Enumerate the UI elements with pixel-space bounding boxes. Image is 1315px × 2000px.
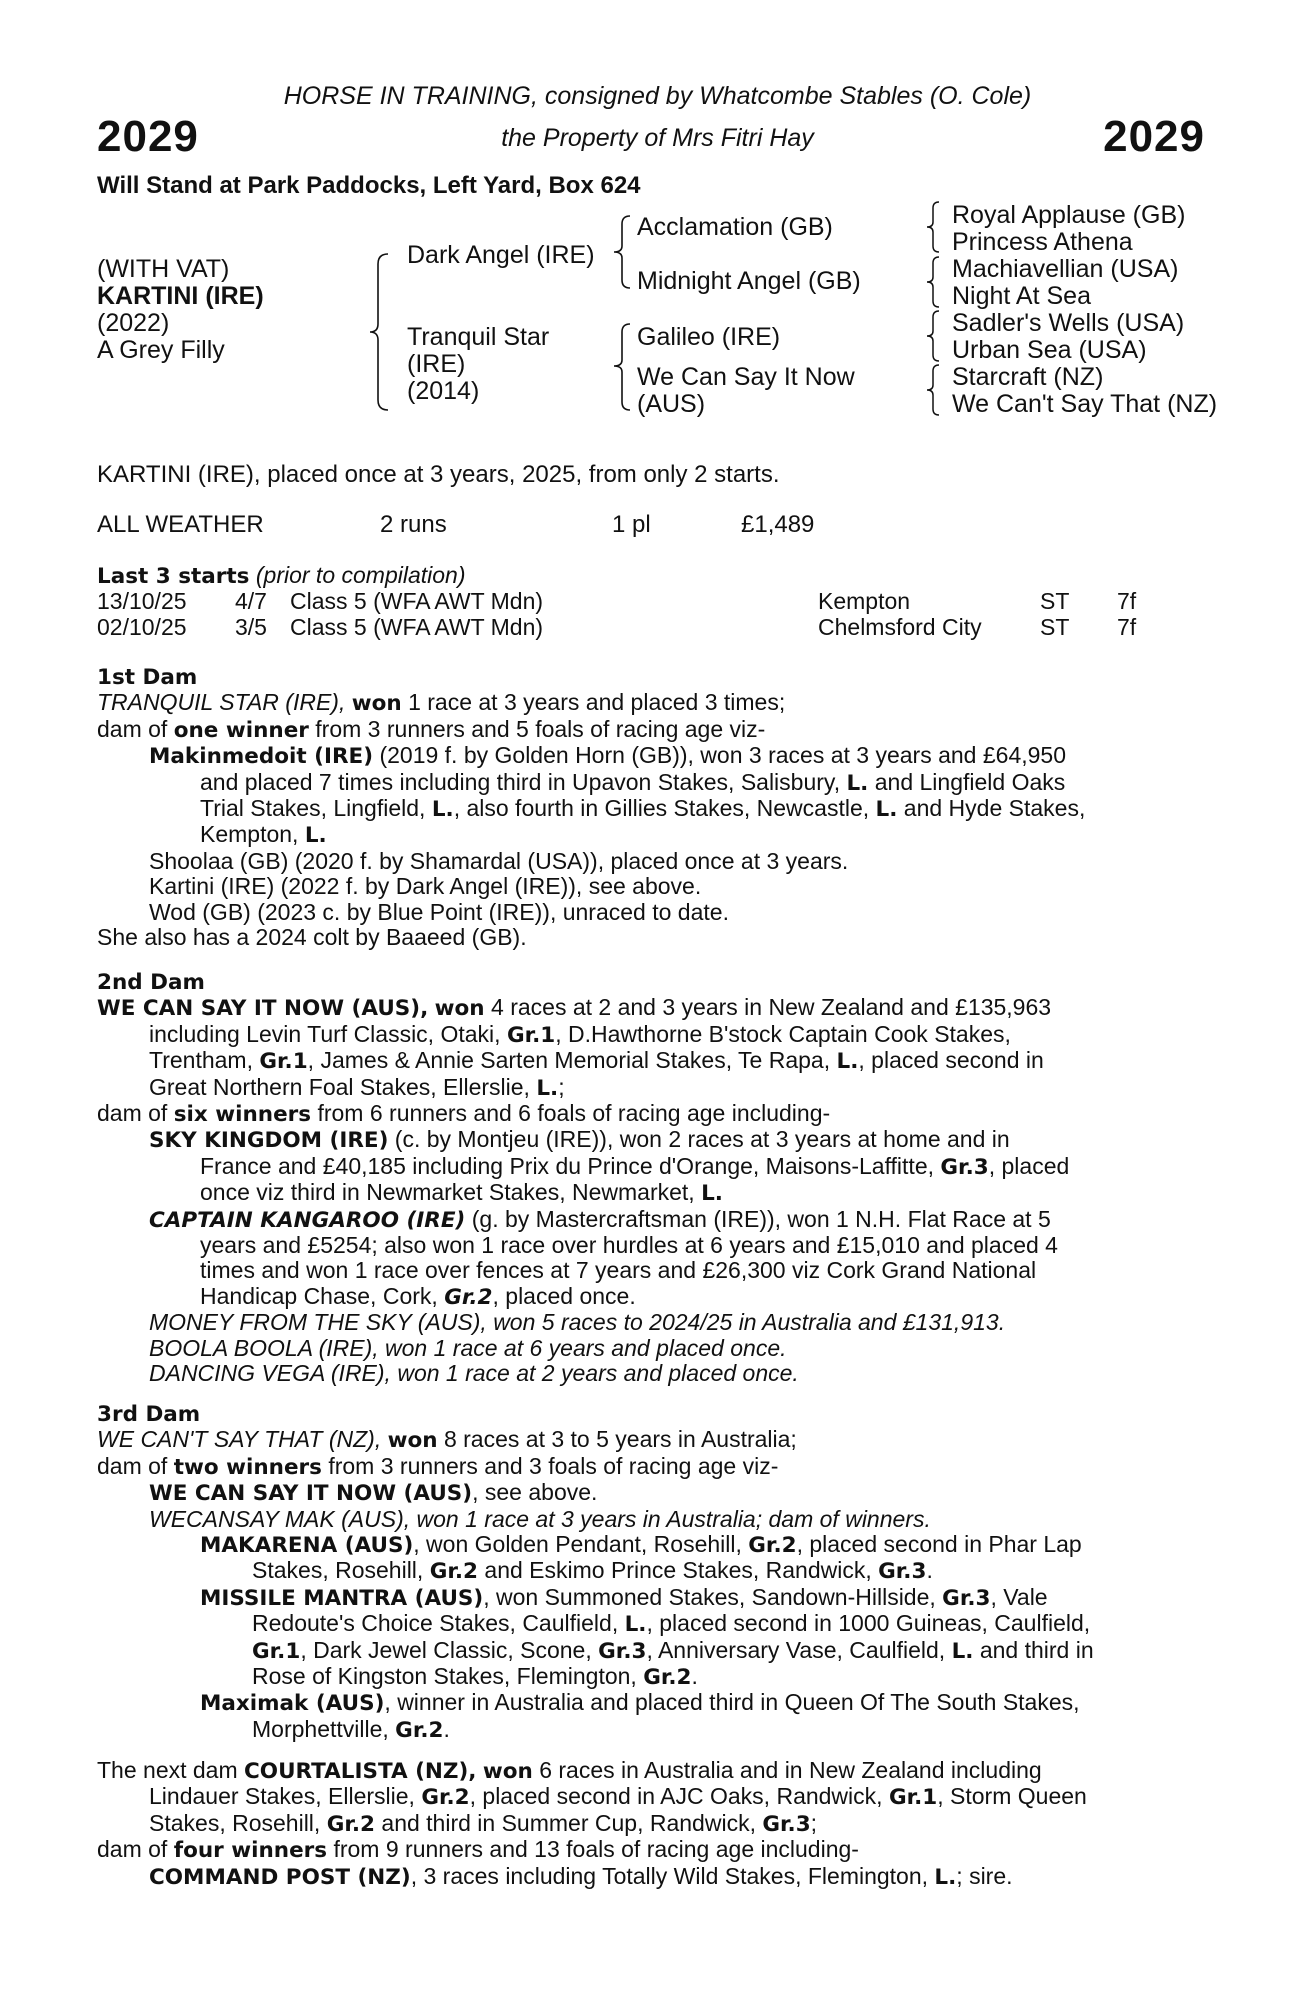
second-dam-section [97,970,1205,1387]
produce-entry [97,1864,1205,1890]
bracket-gen4-1 [925,200,945,255]
group-mark: Gr.2 [748,1533,797,1559]
text: and placed 7 times including third in Upavon Stakes, Salisbury, [200,768,841,795]
record-surface: ALL WEATHER [97,511,264,538]
start-distance: 7f [1117,614,1137,640]
start-type: ST [1040,614,1070,640]
text: 8 races at 3 to 5 years in Australia; [443,1426,797,1453]
vat-note: (WITH VAT) [97,255,230,283]
text: ; [810,1809,818,1836]
group-mark: Gr.1 [888,1785,938,1811]
dam-sire: Galileo (IRE) [637,323,781,351]
text: Rose of Kingston Stakes, Flemington, [252,1663,637,1690]
text: and Hyde Stakes, [903,795,1086,822]
produce-name: Maximak (AUS) [200,1691,385,1717]
produce-entry: Kartini (IRE) (2022 f. by Dark Angel (IRE)), see above. [149,873,702,900]
dam-of-detail: from 9 runners and 13 foals of racing age including- [333,1836,859,1863]
produce-detail-line [97,1717,1205,1743]
gen4-3: Machiavellian (USA) [952,255,1179,283]
produce-detail-line [97,1154,1205,1180]
start-date: 13/10/25 [97,588,187,614]
record-runs: 2 runs [380,511,447,538]
text: and third in [979,1636,1094,1663]
won-label: won [387,1428,438,1454]
gen4-6: Urban Sea (USA) [952,336,1147,364]
dam-dam-line1: We Can Say It Now [637,363,855,391]
dam-of: dam of [97,1836,168,1863]
start-type: ST [1040,588,1070,614]
produce-entry [97,1207,1205,1233]
gen4-7: Starcraft (NZ) [952,363,1104,391]
winners-count: four winners [173,1838,328,1864]
gen4-8: We Can't Say That (NZ) [952,390,1218,418]
listed-mark: L. [624,1612,647,1638]
last-starts-note: (prior to compilation) [255,562,466,588]
listed-mark: L. [701,1181,723,1207]
text: , see above. [472,1479,598,1506]
produce-entry: WECANSAY MAK (AUS), won 1 race at 3 years in Australia; dam of winners. [149,1505,931,1532]
third-dam-section [97,1402,1205,1743]
produce-entry: Shoolaa (GB) (2020 f. by Shamardal (USA)), placed once at 3 years. [149,847,849,874]
winners-count: one winner [173,717,309,743]
text: , placed second in [858,1047,1044,1074]
produce-detail-line: times and won 1 race over fences at 7 years and £26,300 viz Cork Grand National [200,1257,1037,1284]
group-mark: Gr.2 [421,1785,470,1811]
dam-line3: (2014) [407,377,480,405]
record-line [97,1075,1205,1101]
stand-location: Will Stand at Park Paddocks, Left Yard, Box 624 [97,172,641,199]
text: Trial Stakes, Lingfield, [200,795,426,822]
dam-of: dam of [97,1100,168,1127]
listed-mark: L. [836,1049,859,1075]
text: and Eskimo Prince Stakes, Randwick, [484,1557,872,1584]
text: ; [558,1073,565,1100]
won-label: won [351,691,402,717]
text: , 3 races including Totally Wild Stakes, Flemington, [410,1862,929,1889]
sire: Dark Angel (IRE) [407,241,595,269]
last-starts-heading-row [97,563,466,589]
produce-detail-line [97,1638,1205,1664]
record-placings: 1 pl [612,511,651,538]
start-course: Chelmsford City [818,614,982,640]
text: , also fourth in Gillies Stakes, Newcastle, [453,795,870,822]
text: , Anniversary Vase, Caulfield, [646,1636,946,1663]
grand-produce-entry [97,1532,1205,1558]
text: , placed once. [492,1282,636,1309]
bracket-gen4-4 [925,363,945,418]
lot-number-right: 2029 [1103,112,1205,161]
listed-mark: L. [951,1638,974,1664]
group-mark: Gr.3 [878,1559,927,1585]
group-mark: Gr.2 [444,1284,493,1310]
text: and third in Summer Cup, Randwick, [381,1809,756,1836]
group-mark: Gr.2 [326,1811,376,1837]
text: , Vale [990,1583,1048,1610]
group-mark: Gr.1 [506,1022,556,1048]
group-mark: Gr.1 [259,1049,308,1075]
produce-detail-line [97,796,1205,822]
start-position: 4/7 [235,588,267,614]
text: Lindauer Stakes, Ellerslie, [149,1783,415,1810]
bracket-gen4-3 [925,309,945,364]
dam-of: dam of [97,715,168,742]
produce-detail-line [97,1611,1205,1637]
text: Redoute's Choice Stakes, Caulfield, [252,1610,619,1637]
start-position: 3/5 [235,614,267,640]
text: Stakes, Rosehill, [149,1809,321,1836]
text: including Levin Turf Classic, Otaki, [149,1020,501,1047]
text: Morphettville, [252,1715,389,1742]
group-mark: Gr.2 [429,1559,479,1585]
text: Great Northern Foal Stakes, Ellerslie, [149,1073,530,1100]
text: 6 races in Australia and in New Zealand including [539,1757,1042,1783]
produce-detail-line [97,1180,1205,1206]
horse-description: A Grey Filly [97,336,225,364]
dam-of-detail: from 3 runners and 3 foals of racing age viz- [328,1452,779,1479]
produce-name: MISSILE MANTRA (AUS) [200,1585,484,1611]
text: . [443,1715,450,1742]
second-dam-name: WE CAN SAY IT NOW (AUS), [97,996,429,1022]
text: , placed second in AJC Oaks, Randwick, [469,1783,883,1810]
produce-entry: DANCING VEGA (IRE), won 1 race at 2 years and placed once. [149,1360,799,1387]
gen4-1: Royal Applause (GB) [952,201,1186,229]
consignor-line: HORSE IN TRAINING, consigned by Whatcombe Stables (O. Cole) [283,82,1032,110]
gen4-5: Sadler's Wells (USA) [952,309,1185,337]
start-race: Class 5 (WFA AWT Mdn) [290,614,544,640]
grand-produce-entry [97,1585,1205,1611]
group-mark: Gr.3 [762,1811,811,1837]
listed-mark: L. [431,797,454,823]
text: . [926,1557,933,1584]
produce-entry: MONEY FROM THE SKY (AUS), won 5 races to 2024/25 in Australia and £131,913. [149,1309,1006,1336]
listed-mark: L. [846,770,869,796]
winners-count: two winners [173,1454,322,1480]
record-line [97,1048,1205,1074]
produce-note: She also has a 2024 colt by Baaeed (GB). [97,924,527,951]
listed-mark: L. [304,823,327,849]
record-line [97,1022,1205,1048]
group-mark: Gr.2 [643,1665,692,1691]
group-mark: Gr.1 [252,1638,301,1664]
second-dam-heading: 2nd Dam [97,970,205,995]
listed-mark: L. [875,797,898,823]
start-date: 02/10/25 [97,614,187,640]
property-line: the Property of Mrs Fitri Hay [501,124,814,152]
text: Kempton, [200,821,299,848]
text: 4 races at 2 and 3 years in New Zealand and £135,963 [491,994,1052,1021]
produce-entry [97,1127,1205,1153]
text: (g. by Mastercraftsman (IRE)), won 1 N.H. Flat Race at 5 [471,1205,1051,1232]
text: (c. by Montjeu (IRE)), won 2 races at 3 years at home and in [394,1126,1010,1153]
won-label: won [482,1759,533,1784]
first-dam-name: TRANQUIL STAR (IRE), [97,689,346,716]
produce-name: MAKARENA (AUS) [200,1533,414,1559]
horse-name: KARTINI (IRE) [97,282,264,310]
group-mark: Gr.3 [940,1154,989,1180]
text: Handicap Chase, Cork, [200,1282,438,1309]
text: , D.Hawthorne B'stock Captain Cook Stakes, [555,1020,1011,1047]
produce-name: Makinmedoit (IRE) [149,744,374,770]
text: , James & Annie Sarten Memorial Stakes, Te Rapa, [307,1047,831,1074]
text: , won Golden Pendant, Rosehill, [413,1531,742,1558]
produce-entry [97,1480,1205,1506]
text: France and £40,185 including Prix du Prince d'Orange, Maisons-Laffitte, [200,1152,935,1179]
first-dam-section [97,665,1205,950]
sire-dam: Midnight Angel (GB) [637,267,861,295]
third-dam-name: WE CAN'T SAY THAT (NZ), [97,1426,382,1453]
group-mark: Gr.3 [942,1585,991,1611]
dam-line1: Tranquil Star [407,323,550,351]
produce-name: CAPTAIN KANGAROO (IRE) [149,1207,466,1233]
pedigree-bracket-dam [610,322,640,414]
start-race: Class 5 (WFA AWT Mdn) [290,588,544,614]
record-line [97,1784,1205,1810]
text: , winner in Australia and placed third in Queen Of The South Stakes, [384,1689,1080,1716]
bracket-gen4-2 [925,255,945,310]
race-summary: KARTINI (IRE), placed once at 3 years, 2025, from only 2 starts. [97,461,780,488]
produce-detail-line [97,1664,1205,1690]
produce-entry: Wod (GB) (2023 c. by Blue Point (IRE)), unraced to date. [149,898,729,925]
won-label: won [434,996,485,1022]
produce-detail-line [97,1284,1205,1310]
text: , Dark Jewel Classic, Scone, [300,1636,592,1663]
first-dam-record: 1 race at 3 years and placed 3 times; [408,689,786,716]
produce-entry: BOOLA BOOLA (IRE), won 1 race at 6 years and placed once. [149,1334,787,1361]
text: ; sire. [956,1862,1013,1889]
gen4-2: Princess Athena [952,228,1133,256]
sire-sire: Acclamation (GB) [637,213,833,241]
text: Stakes, Rosehill, [252,1557,424,1584]
produce-detail: (2019 f. by Golden Horn (GB)), won 3 races at 3 years and £64,950 [379,742,1066,769]
pedigree-bracket-sire [610,214,640,294]
produce-name: WE CAN SAY IT NOW (AUS) [149,1481,473,1507]
gen4-4: Night At Sea [952,282,1091,310]
pedigree-bracket-main [368,252,398,412]
produce-detail-line [97,822,1205,848]
text: , won Summoned Stakes, Sandown-Hillside, [483,1583,936,1610]
produce-name: SKY KINGDOM (IRE) [149,1128,389,1154]
text: , placed second in Phar Lap [796,1531,1082,1558]
start-distance: 7f [1117,588,1137,614]
next-dam-section [97,1758,1205,1890]
dam-of-detail: from 6 runners and 6 foals of racing age including- [317,1100,831,1127]
dam-of: dam of [97,1452,168,1479]
next-dam-name: COURTALISTA (NZ), [244,1759,477,1784]
dam-of-detail: from 3 runners and 5 foals of racing age viz- [315,715,766,742]
text: , placed second in 1000 Guineas, Caulfield, [646,1610,1091,1637]
horse-year: (2022) [97,309,170,337]
produce-detail-line [97,1558,1205,1584]
text: . [691,1663,698,1690]
start-course: Kempton [818,588,911,614]
text: Trentham, [149,1047,253,1074]
produce-detail-line [97,770,1205,796]
dam-line2: (IRE) [407,350,466,378]
listed-mark: L. [536,1075,559,1101]
produce-name: COMMAND POST (NZ) [149,1864,411,1890]
record-earnings: £1,489 [741,511,815,538]
text: The next dam [97,1757,238,1783]
listed-mark: L. [934,1864,957,1890]
first-dam-heading: 1st Dam [97,665,198,690]
text: once viz third in Newmarket Stakes, Newmarket, [200,1179,695,1206]
lot-number-left: 2029 [97,112,199,161]
produce-detail-line: years and £5254; also won 1 race over hurdles at 6 years and £15,010 and placed 4 [200,1232,1058,1259]
text: , placed [988,1152,1070,1179]
winners-count: six winners [173,1102,312,1128]
group-mark: Gr.2 [395,1717,444,1743]
produce-entry [97,743,1205,769]
group-mark: Gr.3 [598,1638,647,1664]
grand-produce-entry [97,1690,1205,1716]
third-dam-heading: 3rd Dam [97,1402,201,1427]
text: and Lingfield Oaks [874,768,1066,795]
record-line [97,1811,1205,1837]
dam-dam-line2: (AUS) [637,390,706,418]
text: , Storm Queen [937,1783,1087,1810]
last-starts-heading: Last 3 starts [97,564,250,589]
